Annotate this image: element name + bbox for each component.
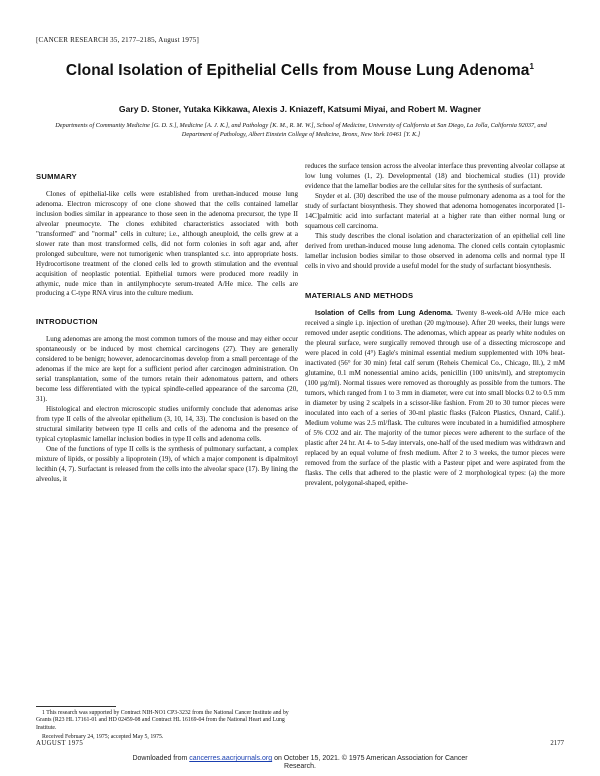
footer-month: AUGUST 1975 bbox=[36, 740, 84, 747]
right-paragraph-1: reduces the surface tension across the alveolar interface thus preventing alveolar collapse at low lung volumes (1, 2). Developmental (18) and biochemical studies (11) provide evidence that the lamellar bodies are the cellular sites for the synthesis of surfactant. bbox=[305, 162, 565, 190]
article-title bbox=[20, 62, 580, 80]
download-suffix: on October 15, 2021. © 1975 American Association for Cancer bbox=[272, 755, 468, 762]
methods-heading: MATERIALS AND METHODS bbox=[305, 291, 414, 301]
download-notice bbox=[0, 755, 600, 772]
author-list: Gary D. Stoner, Yutaka Kikkawa, Alexis J. Kniazeff, Katsumi Miyai, and Robert M. Wagner bbox=[118, 104, 482, 114]
footnote-received: Received February 24, 1975; accepted May 5, 1975. bbox=[42, 734, 164, 741]
summary-text: Clones of epithelial-like cells were established from urethan-induced mouse lung adenoma. Electron microscopy of one clone showed that the cells contained lamellar inclusion bodies similar in appearance to those seen in the adenoma precursor, the type II alveolar pneumocyte. The clones exhibited characteristics associated with both "transformed" and "normal" cells in culture; i.e., although aneuploid, the cells grew at a slower rate than most transformed cells, did not form colonies in soft agar and, after prolonged subculture, were not tumorigenic when transplanted s.c. into appropriate hosts. Hydrocortisone treatment of the cloned cells led to growth stimulation and the eventual acquisition of neoplastic potential. Epithelial tumors were produced more readily in athymic, nude mice than in antilymphocyte serum-treated A/He mice. The cells are producing a C-type RNA virus into the culture medium. bbox=[36, 189, 298, 298]
right-column bbox=[305, 162, 565, 489]
right-paragraph-3: This study describes the clonal isolation and characterization of an epithelial cell line derived from urethan-induced mouse lung adenoma. The cloned cells contain cytoplasmic lamellar inclusion bodies similar to those observed in adenoma cells and normal type II cells in vivo and should provide a useful model for the study of surfactant biosynthesis. bbox=[305, 231, 565, 270]
footnotes bbox=[36, 710, 298, 742]
title-footnote-mark: 1 bbox=[529, 62, 535, 71]
intro-paragraph-2: Histological and electron microscopic studies uniformly conclude that adenomas arise from type II cells of the alveolar epithelium (3, 10, 14, 33). The conclusion is based on the structural similarity between type II cells and cells of the adenoma and the presence of typical cytoplasmic lamellar inclusion bodies in type II cells and adenoma cells. bbox=[36, 405, 298, 443]
methods-subheading: Isolation of Cells from Lung Adenoma. bbox=[315, 310, 453, 318]
download-line-2: Research. bbox=[284, 763, 316, 771]
page-number: 2177 bbox=[550, 740, 564, 747]
journal-citation: [CANCER RESEARCH 35, 2177–2185, August 1975] bbox=[36, 36, 200, 44]
download-prefix: Downloaded from bbox=[132, 755, 190, 762]
footnote-divider bbox=[36, 706, 116, 707]
footnote-funding: 1 This research was supported by Contract NIH-NO1 CP3-3232 from the National Cancer Institute and by Grants (R23 HL 17161-01 and HD 02459-08 and Contract HL 16169-04 from the National Heart and Lung Institute. bbox=[36, 710, 289, 731]
right-paragraph-2: Snyder et al. (30) described the use of the mouse pulmonary adenoma as a tool for the study of surfactant biosynthesis. They showed that adenoma homogenates incorporated [1-14C]palmitic acid into surfactant material at a higher rate than either normal lung or squamous cell carcinoma. bbox=[305, 191, 565, 230]
introduction-heading: INTRODUCTION bbox=[36, 317, 98, 327]
intro-paragraph-1: Lung adenomas are among the most common tumors of the mouse and may either occur spontaneously or be induced by most chemical carcinogens (27). They are generally considered to be benign; however, adenocarcinomas develop from a small percentage of the adenomas if the mice are kept for a sufficient period after carcinogen administration. On serial transplantation, some of the tumors retain their adenomatous pattern, and others become less differentiated with the typical spindle-celled appearance of the sarcoma (20, 31). bbox=[36, 335, 298, 404]
title-text: Clonal Isolation of Epithelial Cells from Mouse Lung Adenoma bbox=[65, 62, 530, 80]
intro-paragraph-3: One of the functions of type II cells is the synthesis of pulmonary surfactant, a complex mixture of lipids, or possibly a lipoprotein (19), of which a major component is dipalmitoyl lecithin (4, 7). Surfactant is released from the cells into the alveolar space (17). By lining the alveolus, it bbox=[36, 444, 298, 483]
summary-heading: SUMMARY bbox=[36, 172, 78, 181]
affiliations: Departments of Community Medicine [G. D. S.], Medicine [A. J. K.], and Pathology [K. M., R. M. W.], School of Medicine, University of California at San Diego, La Jolla, California 92037, and Department of Pathology, Albert Einstein College of Medicine, Bronx, New York 10461 [Y. K.] bbox=[55, 122, 547, 138]
methods-paragraph bbox=[305, 309, 565, 488]
left-column bbox=[36, 172, 298, 485]
download-link[interactable]: cancerres.aacrjournals.org bbox=[189, 755, 273, 762]
methods-text: Twenty 8-week-old A/He mice each received a single i.p. injection of urethan (20 mg/mouse). After 20 weeks, their lungs were removed under aseptic conditions. The adenomas, which appear as pearly white nodules on the pleural surface, were surgically removed through use of a dissecting microscope and were placed in cold (4°) Eagle's minimal essential medium supplemented with 10% heat-inactivated (56° for 30 min) fetal calf serum (Reheis Chemical Co., Chicago, Ill.), 2 mM glutamine, 0.1 mM nonessential amino acids, penicillin (100 units/ml), and streptomycin (100 µg/ml). Normal tissues were removed as thoroughly as possible from the tumors. The tumors, which ranged from 1 to 3 mm in diameter, were cut into small blocks 0.2 to 0.5 mm in diameter by using 2 scalpels in a scissor-like fashion. From 20 to 30 tumor pieces were inoculated into each of a series of 30-ml plastic flasks (Falcon Plastics, Oxnard, Calif.). Medium volume was 2.5 ml/flask. The cultures were incubated in a humidified atmosphere of 5% CO2 and air. The majority of the tumor pieces were adherent to the surface of the plastic after 24 hr. At 4- to 5-day intervals, one-half of the used medium was withdrawn and replaced by an equal volume of fresh medium. After 2 to 3 weeks, the tumor pieces were removed from the surface of the plastic with a Pasteur pipet and were aspirated from the flasks. The cells that adhered to the plastic were of 2 morphological types: (a) the more prevalent, polygonal-shaped, epithe- bbox=[305, 309, 566, 487]
